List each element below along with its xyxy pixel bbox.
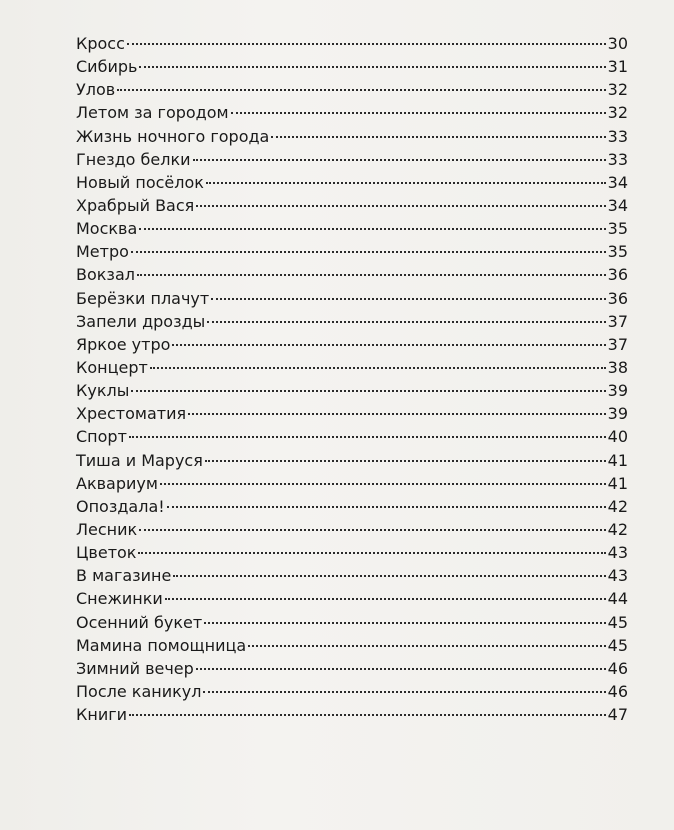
- dot-leader: [160, 483, 606, 485]
- toc-entry: [76, 356, 628, 379]
- toc-entry-title: В магазине: [76, 566, 172, 586]
- toc-entry-title: Летом за городом: [76, 103, 229, 123]
- toc-entry-title: Вокзал: [76, 265, 135, 285]
- toc-entry: [76, 657, 628, 680]
- toc-entry: [76, 125, 628, 148]
- dot-leader: [129, 436, 606, 438]
- toc-entry: [76, 449, 628, 472]
- toc-entry-title: Москва: [76, 219, 138, 239]
- dot-leader: [139, 228, 605, 230]
- dot-leader: [131, 390, 605, 392]
- toc-entry-title: Концерт: [76, 357, 148, 377]
- toc-entry: [76, 101, 628, 124]
- dot-leader: [129, 714, 606, 716]
- toc-entry-page: 31: [607, 57, 628, 77]
- toc-entry: [76, 587, 628, 610]
- dot-leader: [207, 321, 605, 323]
- dot-leader: [271, 136, 605, 138]
- toc-entry: [76, 55, 628, 78]
- toc-entry-title: Гнездо белки: [76, 149, 191, 169]
- toc-entry-title: Сибирь: [76, 57, 138, 77]
- toc-entry: [76, 217, 628, 240]
- toc-entry-page: 36: [607, 265, 628, 285]
- toc-entry-page: 38: [607, 357, 628, 377]
- dot-leader: [131, 251, 606, 253]
- toc-entry-title: Берёзки плачут: [76, 288, 210, 308]
- toc-entry-page: 33: [607, 149, 628, 169]
- dot-leader: [127, 43, 606, 45]
- toc-entry-title: Кросс: [76, 34, 125, 53]
- toc-entry-title: Запели дрозды: [76, 311, 206, 331]
- toc-entry-page: 32: [607, 103, 628, 123]
- toc-entry-title: Спорт: [76, 427, 127, 447]
- toc-entry-page: 34: [607, 195, 628, 215]
- dot-leader: [196, 668, 606, 670]
- toc-entry-page: 36: [607, 288, 628, 308]
- dot-leader: [139, 66, 605, 68]
- toc-entry-title: Улов: [76, 80, 116, 100]
- toc-entry-title: Метро: [76, 242, 129, 262]
- dot-leader: [196, 205, 605, 207]
- toc-entry-page: 42: [607, 496, 628, 516]
- toc-entry-page: 41: [607, 450, 628, 470]
- toc-entry-page: 46: [607, 681, 628, 701]
- toc-entry-page: 33: [607, 126, 628, 146]
- toc-entry-title: Осенний букет: [76, 612, 203, 632]
- toc-entry-page: 42: [607, 519, 628, 539]
- toc-entry: [76, 263, 628, 286]
- dot-leader: [204, 622, 605, 624]
- toc-entry-page: 39: [607, 404, 628, 424]
- dot-leader: [167, 506, 606, 508]
- toc-entry: [76, 634, 628, 657]
- toc-entry-page: 39: [607, 381, 628, 401]
- toc-entry: [76, 194, 628, 217]
- dot-leader: [203, 691, 605, 693]
- toc-entry-page: 46: [607, 658, 628, 678]
- toc-entry: [76, 495, 628, 518]
- toc-entry-title: Яркое утро: [76, 334, 171, 354]
- toc-entry: [76, 310, 628, 333]
- toc-entry: [76, 148, 628, 171]
- toc-entry: [76, 518, 628, 541]
- toc-entry: [76, 541, 628, 564]
- toc-entry-page: 44: [607, 589, 628, 609]
- toc-entry-page: 40: [607, 427, 628, 447]
- toc-entry-page: 45: [607, 612, 628, 632]
- dot-leader: [138, 552, 605, 554]
- toc-entry-page: 37: [607, 311, 628, 331]
- toc-entry-title: Опоздала!: [76, 496, 165, 516]
- toc-entry: [76, 32, 628, 55]
- dot-leader: [165, 598, 606, 600]
- dot-leader: [231, 112, 606, 114]
- toc-entry: [76, 171, 628, 194]
- toc-entry-page: 43: [607, 566, 628, 586]
- toc-entry: [76, 611, 628, 634]
- dot-leader: [172, 344, 605, 346]
- dot-leader: [188, 413, 606, 415]
- toc-entry: [76, 379, 628, 402]
- toc-entry: [76, 287, 628, 310]
- toc-entry: [76, 703, 628, 726]
- dot-leader: [117, 89, 605, 91]
- toc-entry-page: 34: [607, 172, 628, 192]
- toc-entry-title: Храбрый Вася: [76, 195, 195, 215]
- dot-leader: [205, 460, 606, 462]
- toc-entry-title: Тиша и Маруся: [76, 450, 203, 470]
- toc-entry-title: Жизнь ночного города: [76, 126, 270, 146]
- toc-entry-page: 30: [607, 34, 628, 53]
- toc-entry: [76, 240, 628, 263]
- toc-entry-title: Зимний вечер: [76, 658, 194, 678]
- toc-entry-title: Лесник: [76, 519, 138, 539]
- toc-entry-title: После каникул: [76, 681, 202, 701]
- toc-entry: [76, 472, 628, 495]
- toc-entry: [76, 78, 628, 101]
- toc-entry: [76, 564, 628, 587]
- toc-entry-title: Книги: [76, 705, 128, 725]
- dot-leader: [150, 367, 606, 369]
- toc-entry: [76, 402, 628, 425]
- toc-entry-title: Мамина помощница: [76, 635, 247, 655]
- toc-entry-title: Цветок: [76, 543, 137, 563]
- dot-leader: [137, 274, 606, 276]
- toc-entry: [76, 425, 628, 448]
- dot-leader: [248, 645, 605, 647]
- toc-entry-page: 37: [607, 334, 628, 354]
- toc-entry-page: 43: [607, 543, 628, 563]
- toc-entry-title: Аквариум: [76, 473, 158, 493]
- toc-entry: [76, 680, 628, 703]
- toc-entry-page: 35: [607, 219, 628, 239]
- table-of-contents: [76, 32, 628, 726]
- toc-entry-page: 45: [607, 635, 628, 655]
- toc-entry-page: 41: [607, 473, 628, 493]
- toc-entry-page: 47: [607, 705, 628, 725]
- toc-entry-title: Снежинки: [76, 589, 163, 609]
- dot-leader: [139, 529, 605, 531]
- toc-entry: [76, 333, 628, 356]
- toc-entry-page: 35: [607, 242, 628, 262]
- toc-entry-title: Куклы: [76, 381, 130, 401]
- dot-leader: [211, 298, 605, 300]
- toc-entry-title: Новый посёлок: [76, 172, 204, 192]
- dot-leader: [173, 575, 605, 577]
- dot-leader: [193, 159, 606, 161]
- toc-entry-title: Хрестоматия: [76, 404, 187, 424]
- toc-entry-page: 32: [607, 80, 628, 100]
- dot-leader: [206, 182, 606, 184]
